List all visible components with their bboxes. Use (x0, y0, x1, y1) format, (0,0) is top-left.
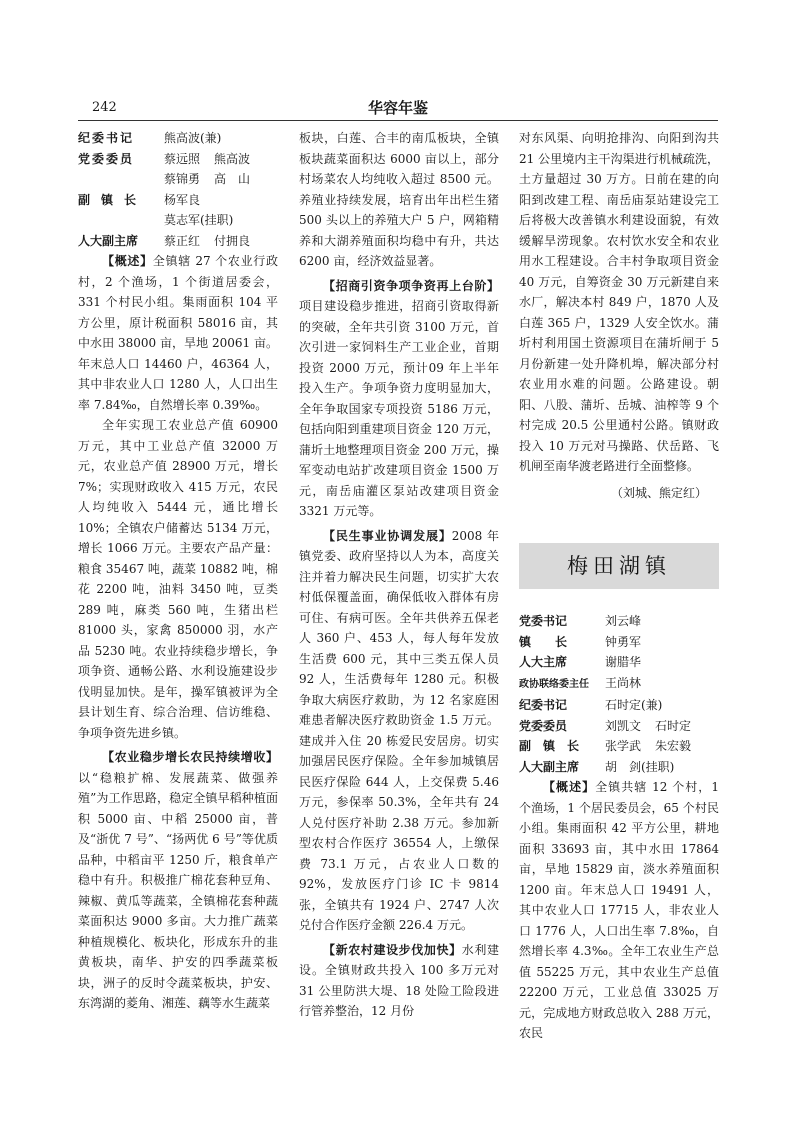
staff-name: 付拥良 (214, 233, 251, 248)
rural-paragraph (299, 940, 499, 1022)
staff-name: 王尚林 (605, 675, 642, 690)
paragraph-text: 项目建设稳步推进，招商引资取得新的突破，全年共引资 3100 万元，首次引进一家饲料生产工业企业，首期投资 2000 万元，预计09 年上半年投入生产。争项争资力度明显加大，全年争取国家专项投资 5186 万元，包括向阳到重建项目资金 120 万元，蒲圻土地整理项目资金 200 万元，操军变动电站扩改建项目资金 1500 万元，南岳庙灌区泵站改建项目资金 3321 万元等。 (299, 299, 499, 518)
paragraph-text: 全镇共辖 12 个村，1 个渔场，1 个居民委员会，65 个村民小组。集雨面积 42 平方公里，耕地面积 33693 亩，其中水田 17864 亩，旱地 15829 亩，淡水养殖面积 1200 亩。年末总人口 19491 人，其中农业人口 17715 人，非农业人口 1776 人，人口出生率 7.8‰，自然增长率 4.3‰。全年工农业生产总值 55225 万元，其中农业生产总值 22200 万元，工业总值 33025 万元，完成地方财政总收入 288 万元，农民 (519, 780, 719, 1040)
staff-name: 杨军良 (164, 192, 201, 207)
overview-paragraph-2 (78, 415, 278, 743)
staff-name: 蔡远照 (164, 151, 201, 166)
staff-row (519, 736, 719, 757)
staff-names (605, 611, 719, 632)
paragraph-text: 板块，白莲、合丰的南瓜板块，全镇板块蔬菜面积达 6000 亩以上，部分村场菜农人均纯收入超过 8500 元。养殖业持续发展，培育出年出栏生猪 500 头以上的养殖大户 5 户，网箱精养和大湖养殖面积均稳中有升，共达 6200 亩，经济效益显著。 (299, 131, 499, 268)
column-2 (299, 128, 499, 1022)
header-rule (78, 120, 718, 121)
investment-paragraph (299, 276, 499, 522)
agriculture-paragraph (78, 747, 278, 1014)
staff-names (605, 695, 719, 716)
staff-role: 纪委书记 (78, 131, 135, 145)
staff-name: 蔡正红 (164, 233, 201, 248)
staff-role: 政协联络委主任 (519, 678, 589, 690)
livelihood-paragraph (299, 526, 499, 936)
paragraph-text: 2008 年镇党委、政府坚持以人为本，高度关注并着力解决民生问题，切实扩大农村低保覆盖面，确保低收入群体有房可住、有病可医。全年共供养五保老人 360 户、453 人，每人每年发放生活费 600 元，其中三类五保人员 92 人，生活费每年 1280 元。积极争取大病医疗救助，为 12 名家庭困难患者解决医疗救助资金 1.5 万元。建成并入住 20 栋爱民安居房。切实加强居民医疗保险。全年参加城镇居民医疗保险 644 人，上交保费 5.46 万元，参保率 50.3%，全年共有 24 人兑付医疗补助 2.38 万元。参加新型农村合作医疗 36554 人，上缴保费 73.1 万元，占农业人口数的 92%，发放医疗门诊 IC 卡 9814 张，全镇共有 1924 户、2747 人次兑付合作医疗金额 226.4 万元。 (299, 528, 499, 932)
staff-row (78, 231, 278, 252)
staff-name: 胡 剑(挂职) (605, 759, 675, 774)
staff-row (519, 632, 719, 653)
section-subhead: 【农业稳步增长农民持续增收】 (102, 750, 278, 764)
staff-row (519, 695, 719, 716)
overview-paragraph (78, 251, 278, 415)
staff-name: 熊高波(兼) (164, 131, 222, 145)
staff-names (605, 632, 719, 653)
staff-row (78, 149, 278, 170)
staff-name: 熊高波 (214, 151, 251, 166)
staff-names (164, 128, 278, 149)
section-title-box (519, 543, 719, 589)
staff-row (519, 716, 719, 737)
author-credit: （刘城、熊定红） (610, 485, 707, 500)
rural-paragraph-continued (519, 128, 719, 477)
staff-names (605, 716, 719, 737)
staff-role: 副 镇 长 (519, 739, 580, 753)
staff-name: 刘云峰 (605, 614, 642, 628)
paragraph-text: 全镇辖 27 个农业行政村，2 个渔场，1 个街道居委会，331 个村民小组。集雨面积 104 平方公里，原计税面积 58016 亩，其中水田 38000 亩，旱地 20061 亩。年末总人口 14460 户，46364 人，其中非农业人口 1280 人，人口出生率 7.84‰，自然增长率 0.39‰。 (78, 254, 278, 412)
paragraph-text: 对东风渠、向明抢排沟、向阳到沟共 21 公里境内主干沟渠进行机械疏洗，土方量超过 30 万方。日前在建的向阳到改建工程、南岳庙泵站建设完工后将极大改善镇水利建设面貌，有效缓解旱涝现象。农村饮水安全和农业用水工程建设。合丰村争取项目资金 40 万元，自筹资金 30 万元新建自来水厂，解决本村 849 户，1870 人及白莲 365 户，1329 人安全饮水。蒲圻村利用国土资源项目在蒲圻闸于 5 月份新建一处升降机埠，解决部分村农业用水难的问题。公路建设。朝阳、八股、蒲圻、岳城、油榨等 9 个村完成 20.5 公里通村公路。镇财政投入 10 万元对马操路、伏岳路、飞机闸至南华渡老路进行全面整修。 (519, 131, 719, 473)
staff-role: 党委委员 (78, 151, 135, 166)
staff-name: 高 山 (214, 172, 251, 186)
overview-paragraph-meitian (519, 777, 719, 1044)
staff-role: 人大副主席 (519, 759, 580, 774)
book-title: 华容年鉴 (367, 99, 428, 117)
column-3 (519, 128, 719, 1044)
staff-row (519, 611, 719, 632)
staff-name: 朱宏毅 (655, 739, 692, 753)
staff-role: 党委委员 (519, 718, 568, 733)
staff-row-continued (78, 210, 278, 231)
staff-name: 钟勇军 (605, 634, 642, 649)
staff-role: 人大副主席 (78, 233, 139, 248)
page-header (78, 96, 718, 118)
staff-name: 石时定 (655, 718, 692, 733)
agriculture-paragraph-continued (299, 128, 499, 272)
section-subhead: 【新农村建设步伐加快】 (323, 942, 462, 957)
staff-name: 刘凯文 (605, 718, 642, 733)
staff-names (164, 190, 278, 211)
staff-role: 镇 长 (519, 634, 568, 649)
staff-names (164, 231, 278, 252)
staff-name: 莫志军(挂职) (164, 213, 234, 227)
staff-row (78, 128, 278, 149)
staff-role: 副镇长 (78, 192, 148, 207)
staff-name: 蔡锦勇 (164, 172, 201, 186)
staff-names (605, 652, 719, 673)
section-title: 梅田湖镇 (567, 553, 671, 578)
column-1 (78, 128, 278, 1014)
staff-row (78, 190, 278, 211)
staff-name: 谢腊华 (605, 655, 642, 669)
section-subhead: 【概述】 (102, 254, 153, 268)
paragraph-text: 全年实现工农业总产值 60900 万元，其中工业总产值 32000 万元，农业总产值 28900 万元，增长 7%；实现财政收入 415 万元，农民人均纯收入 5444 元，通比增长 10%；全镇农户储蓄达 5134 万元，增长 1066 万元。主要农产品产量：粮食 35467 吨，蔬菜 10882 吨，棉花 2200 吨，油料 3450 吨，豆类 289 吨，麻类 560 吨，生猪出栏 81000 头，家禽 850000 羽，水产品 5230 吨。农业持续稳步增长，争项争资、通畅公路、水利设施建设步伐明显加快。是年，操军镇被评为全县计划生育、综合治理、信访维稳、争项争资先进乡镇。 (78, 418, 278, 740)
staff-list (519, 611, 719, 777)
staff-names (605, 673, 719, 694)
paragraph-text: 水利建设。全镇财政共投入 100 多万元对 31 公里防洪大堤、18 处险工险段进行管养整治，12 月份 (299, 942, 499, 1018)
staff-names (605, 736, 719, 757)
section-subhead: 【民生事业协调发展】 (323, 528, 452, 543)
staff-names (605, 757, 719, 778)
section-subhead: 【招商引资争项争资再上台阶】 (323, 278, 499, 293)
staff-role: 人大主席 (519, 655, 568, 669)
staff-role: 纪委书记 (519, 698, 568, 712)
section-subhead: 【概述】 (543, 780, 596, 794)
page-number: 242 (92, 100, 117, 115)
staff-role: 党委书记 (519, 614, 568, 628)
paragraph-text: 以“稳粮扩棉、发展蔬菜、做强养殖”为工作思路，稳定全镇早稻种植面积 5000 亩、中稻 25000 亩，普及“浙优 7 号”、“扬两优 6 号”等优质品种，中稻亩平 1250 斤，粮食单产稳中有升。积极推广棉花套种豆角、辣椒、黄瓜等蔬菜，全镇棉花套种蔬菜面积达 9000 多亩。大力推广蔬菜种植规模化、板块化，形成东升的韭黄板块，南华、护安的四季蔬菜板块，洲子的反时令蔬菜板块，护安、东湾湖的菱角、湘莲、藕等水生蔬菜 (78, 770, 278, 1010)
staff-names (164, 149, 278, 170)
staff-row-continued (78, 169, 278, 190)
staff-row (519, 757, 719, 778)
staff-name: 张学武 (605, 739, 642, 753)
staff-row (519, 673, 719, 696)
staff-name: 石时定(兼) (605, 698, 663, 712)
staff-row (519, 652, 719, 673)
